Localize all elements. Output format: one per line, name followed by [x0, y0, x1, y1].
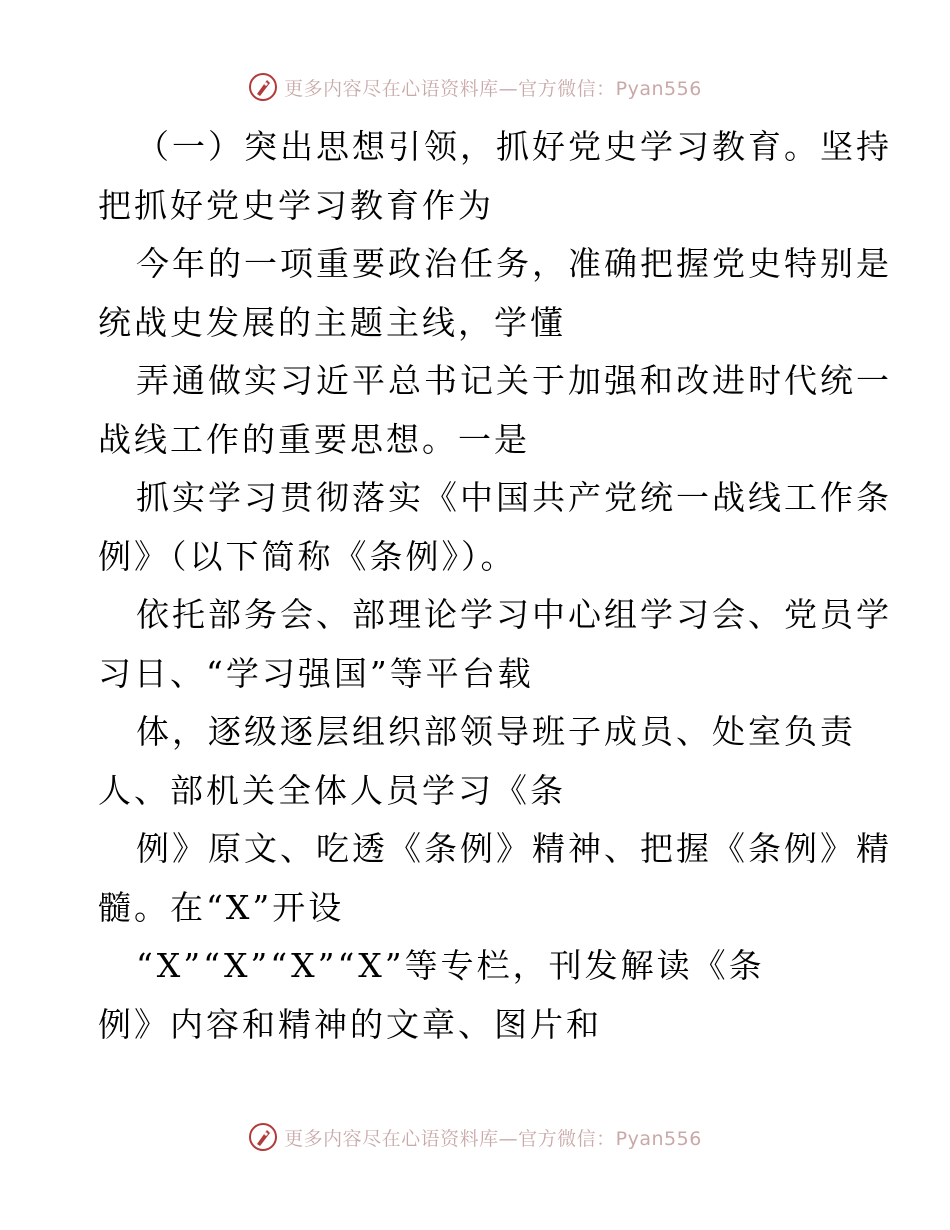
paragraph: [0, 820, 950, 937]
paragraph-line: 例》内容和精神的文章、图片和: [98, 1004, 602, 1044]
watermark-text: 更多内容尽在心语资料库—官方微信：Pyan556: [284, 77, 702, 100]
paragraph-line: 人、部机关全体人员学习《条: [98, 770, 566, 810]
paragraph: [0, 937, 950, 1054]
paragraph: [0, 235, 950, 352]
paragraph-line: 髓。在“X”开设: [98, 887, 345, 927]
header-watermark: [0, 72, 950, 102]
paragraph-line: 体，逐级逐层组织部领导班子成员、处室负责: [136, 712, 856, 751]
document-body: [0, 118, 950, 1054]
paragraph-line: 依托部务会、部理论学习中心组学习会、党员学: [136, 595, 892, 634]
paragraph-line: 把抓好党史学习教育作为: [98, 185, 494, 225]
paragraph-line: 习日、“学习强国”等平台载: [98, 653, 534, 693]
paragraph: [0, 352, 950, 469]
pen-nib-logo-icon: [248, 1122, 278, 1152]
paragraph-line: 例》（以下简称《条例》）。: [98, 536, 517, 576]
paragraph-line: 统战史发展的主题主线，学懂: [98, 302, 566, 342]
paragraph: [0, 118, 950, 235]
paragraph-line: 今年的一项重要政治任务，准确把握党史特别是: [136, 244, 892, 283]
paragraph: [0, 469, 950, 586]
paragraph: [0, 703, 950, 820]
paragraph-line: 抓实学习贯彻落实《中国共产党统一战线工作条: [136, 478, 892, 517]
paragraph: [0, 586, 950, 703]
paragraph-line: 弄通做实习近平总书记关于加强和改进时代统一: [136, 361, 892, 400]
paragraph-line: 例》原文、吃透《条例》精神、把握《条例》精: [136, 829, 892, 868]
paragraph-line: （一）突出思想引领，抓好党史学习教育。坚持: [136, 127, 892, 166]
pen-nib-logo-icon: [248, 72, 278, 102]
watermark-text: 更多内容尽在心语资料库—官方微信：Pyan556: [284, 1127, 702, 1150]
paragraph-line: “X”“X”“X”“X”等专栏，刊发解读《条: [136, 946, 765, 985]
footer-watermark: [0, 1122, 950, 1152]
paragraph-line: 战线工作的重要思想。一是: [98, 419, 530, 459]
